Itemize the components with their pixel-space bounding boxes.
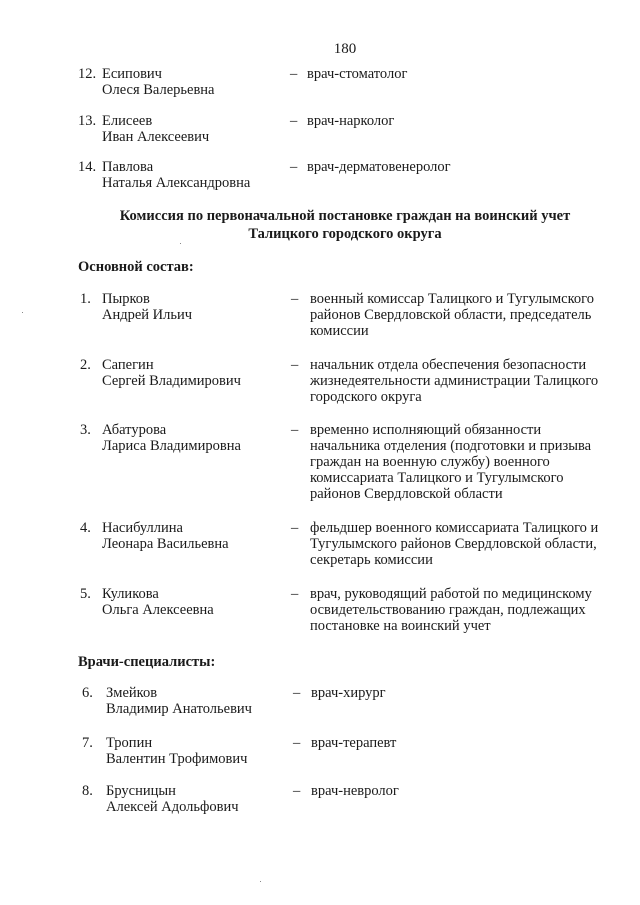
surname: Насибуллина	[102, 520, 183, 536]
dash: –	[293, 735, 301, 751]
main-composition-heading: Основной состав:	[78, 259, 194, 275]
given-names: Андрей Ильич	[102, 307, 193, 323]
dash: –	[290, 159, 298, 175]
given-names: Владимир Анатольевич	[106, 701, 252, 717]
entry-name	[102, 291, 192, 323]
scan-speck	[180, 243, 181, 244]
entry-role: начальник отдела обеспечения безопасности жизнедеятельности администрации Талицкого городского округа	[310, 357, 599, 405]
entry-name	[102, 422, 241, 454]
entry-role: временно исполняющий обязанности начальника отделения (подготовки и призыва граждан на военную службу) военного комиссариата Талицкого и Тугулымского районов Свердловской области	[310, 422, 592, 502]
given-names: Сергей Владимирович	[102, 373, 241, 389]
surname: Пырков	[102, 291, 150, 307]
scan-speck	[22, 312, 23, 313]
surname: Тропин	[106, 735, 153, 751]
dash: –	[293, 783, 301, 799]
surname: Брусницын	[106, 783, 176, 799]
entry-number: 3.	[80, 422, 91, 438]
scan-speck	[260, 881, 261, 882]
page-number: 180	[333, 41, 357, 57]
dash: –	[290, 66, 298, 82]
entry-role: фельдшер военного комиссариата Талицкого и Тугулымского районов Свердловской области, секретарь комиссии	[310, 520, 599, 568]
dash: –	[291, 520, 299, 536]
entry-name	[102, 586, 214, 618]
entry-name	[102, 357, 241, 389]
dash: –	[290, 113, 298, 129]
dash: –	[291, 357, 299, 373]
dash: –	[291, 422, 299, 438]
entry-role: врач-терапевт	[311, 735, 397, 751]
surname: Елисеев	[102, 113, 153, 129]
dash: –	[291, 586, 299, 602]
entry-name	[106, 783, 239, 815]
entry-role: врач, руководящий работой по медицинскому освидетельствованию граждан, подлежащих постановке на воинский учет	[310, 586, 592, 634]
entry-name	[102, 113, 209, 145]
entry-name	[102, 520, 229, 552]
given-names: Наталья Александровна	[102, 175, 251, 191]
entry-name	[106, 685, 252, 717]
given-names: Ольга Алексеевна	[102, 602, 214, 618]
entry-role: врач-невролог	[311, 783, 399, 799]
entry-number: 14.	[78, 159, 97, 175]
surname: Абатурова	[102, 422, 167, 438]
given-names: Иван Алексеевич	[102, 129, 210, 145]
entry-number: 1.	[80, 291, 91, 307]
entry-role: врач-дерматовенеролог	[307, 159, 451, 175]
given-names: Олеся Валерьевна	[102, 82, 215, 98]
surname: Куликова	[102, 586, 159, 602]
given-names: Лариса Владимировна	[102, 438, 241, 454]
entry-number: 12.	[78, 66, 97, 82]
surname: Есипович	[102, 66, 162, 82]
entry-role: военный комиссар Талицкого и Тугулымского районов Свердловской области, председатель комиссии	[310, 291, 594, 339]
surname: Сапегин	[102, 357, 154, 373]
entry-name	[102, 66, 214, 98]
entry-role: врач-стоматолог	[307, 66, 408, 82]
dash: –	[291, 291, 299, 307]
entry-number: 6.	[82, 685, 93, 701]
commission-title: Комиссия по первоначальной постановке граждан на воинский учет Талицкого городского округа	[119, 208, 571, 242]
surname: Павлова	[102, 159, 154, 175]
entry-number: 13.	[78, 113, 97, 129]
given-names: Валентин Трофимович	[106, 751, 248, 767]
entry-number: 8.	[82, 783, 93, 799]
entry-role: врач-хирург	[311, 685, 386, 701]
entry-number: 7.	[82, 735, 93, 751]
surname: Змейков	[106, 685, 158, 701]
entry-number: 2.	[80, 357, 91, 373]
specialists-heading: Врачи-специалисты:	[78, 654, 216, 670]
entry-name	[102, 159, 250, 191]
entry-name	[106, 735, 247, 767]
dash: –	[293, 685, 301, 701]
entry-number: 4.	[80, 520, 91, 536]
given-names: Алексей Адольфович	[106, 799, 239, 815]
entry-role: врач-нарколог	[307, 113, 395, 129]
given-names: Леонара Васильевна	[102, 536, 229, 552]
entry-number: 5.	[80, 586, 91, 602]
